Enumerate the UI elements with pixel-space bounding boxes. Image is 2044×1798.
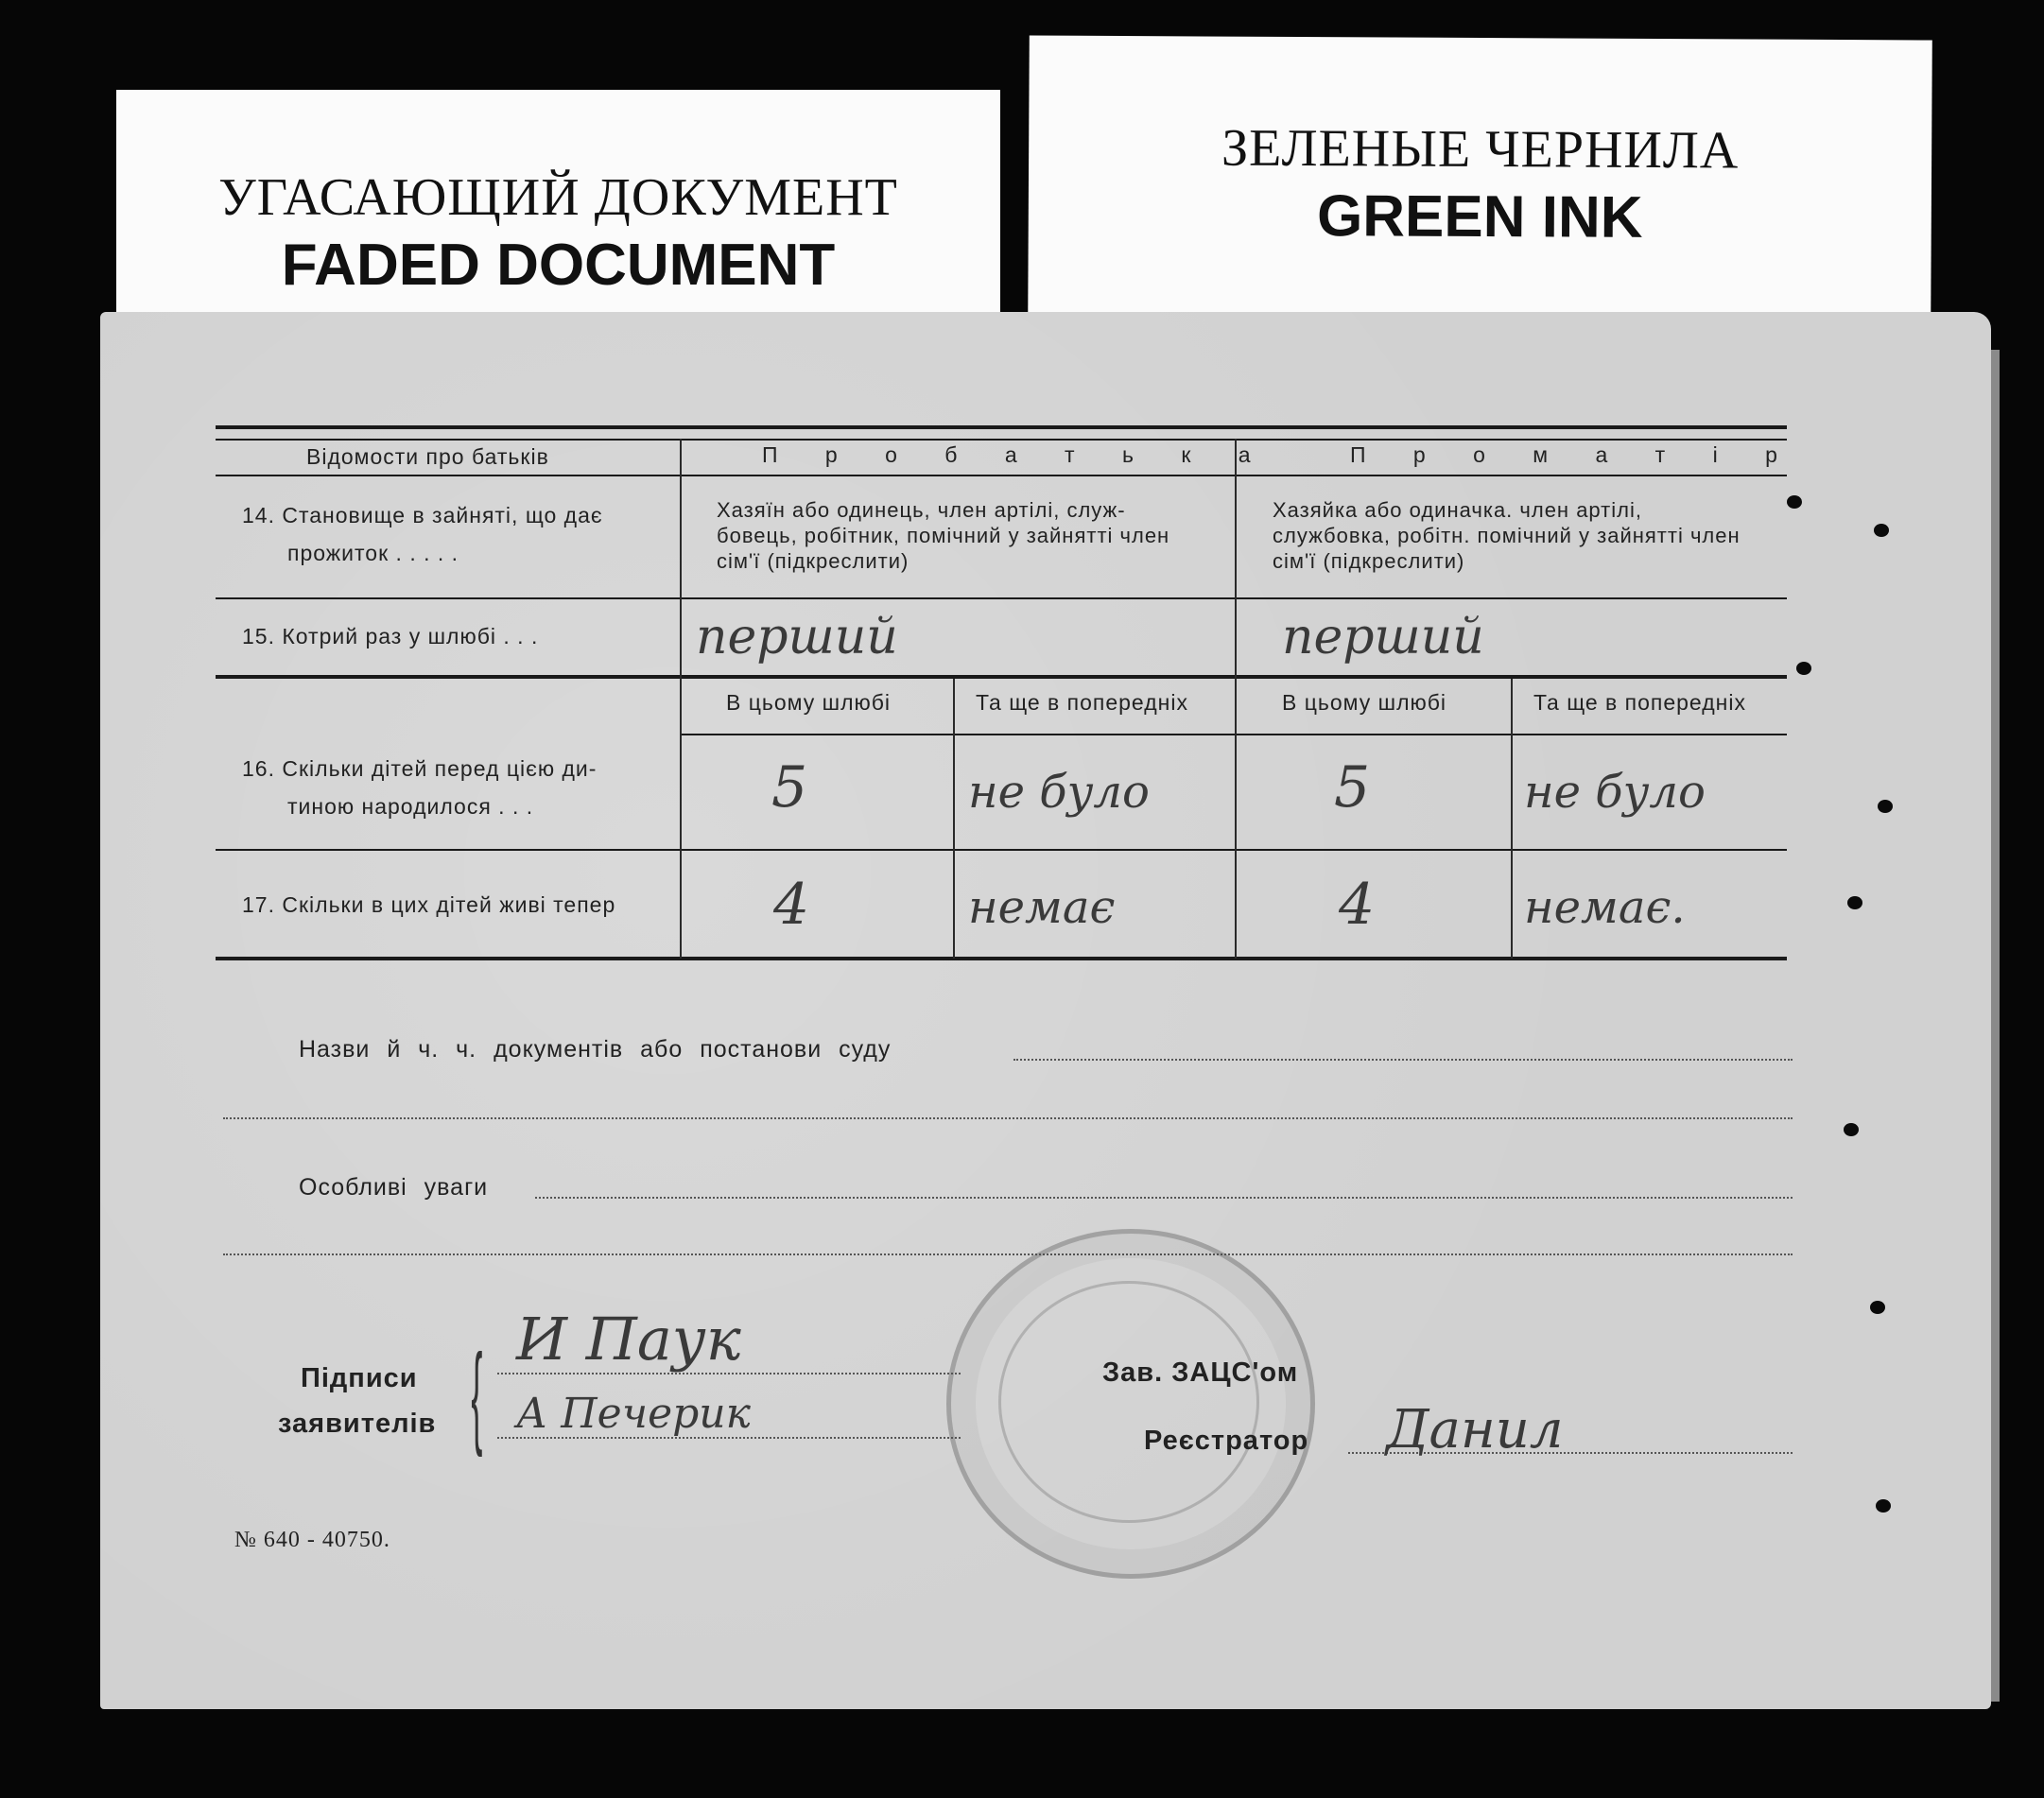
special-notes-label: Особливі уваги (299, 1174, 489, 1201)
table-bottom-rule (216, 957, 1787, 960)
documents-dotted-line (1013, 1059, 1793, 1061)
punch-hole (1876, 1499, 1891, 1513)
registrar-label: Реєстратор (1144, 1426, 1309, 1456)
col-divider-2 (1235, 439, 1237, 959)
row16-label-line2: тиною народилося . . . (287, 794, 534, 819)
header-about-mother: П р о м а т і р (1350, 442, 1798, 467)
table-top-rule-2 (216, 439, 1787, 441)
faded-label-en: FADED DOCUMENT (281, 233, 836, 298)
header-about-father: П р о б а т ь к а (762, 442, 1272, 467)
green-ink-label-ru: ЗЕЛЕНЫЕ ЧЕРНИЛА (1221, 118, 1740, 181)
signatures-label-line2: заявителів (278, 1409, 437, 1439)
punch-hole (1787, 495, 1802, 509)
row14-label-line1: 14. Становище в зайняті, що дає (242, 503, 603, 527)
signatures-brace: { (471, 1331, 483, 1458)
row16-mother-prev: не було (1524, 766, 1706, 819)
applicant-signature-2: А Печерик (516, 1390, 751, 1438)
special-dotted-line (535, 1197, 1793, 1199)
table-top-rule (216, 425, 1787, 429)
row14-mother-options: Хазяйка або одиначка. член артілі, службовка, робітн. помічний у зайнятті член сім'ї (підкреслити) (1273, 498, 1741, 573)
row17-mother-prev: немає. (1524, 881, 1686, 934)
faded-document-label (116, 90, 1000, 321)
row16-rule (216, 849, 1787, 851)
mother-this-marriage-header: В цьому шлюбі (1282, 690, 1447, 715)
col-divider-father (953, 679, 955, 959)
official-stamp (946, 1229, 1315, 1579)
punch-hole (1844, 1123, 1859, 1136)
header-info-about-parents: Відомости про батьків (306, 444, 549, 469)
faded-label-ru: УГАСАЮЩИЙ ДОКУМЕНТ (218, 168, 898, 227)
row14-label-line2: прожиток . . . . . (287, 541, 459, 565)
row14-father-options: Хазяїн або одинець, член артілі, служ- бовець, робітник, помічний у зайнятті член сім'ї (підкреслити) (717, 498, 1170, 573)
signatures-label-line1: Підписи (301, 1363, 418, 1393)
row15-father-handwritten: перший (696, 609, 898, 666)
row16-father-prev: не було (968, 766, 1150, 819)
head-of-registry-label: Зав. ЗАЦС'ом (1102, 1357, 1299, 1388)
row17-mother-this: 4 (1339, 872, 1376, 938)
row15-label: 15. Котрий раз у шлюбі . . . (242, 624, 539, 648)
punch-hole (1870, 1301, 1885, 1314)
row17-label: 17. Скільки в цих дітей живі тепер (242, 892, 616, 917)
father-previous-header: Та ще в попередніх (976, 690, 1188, 715)
signature-line-1 (497, 1373, 961, 1374)
punch-hole (1874, 524, 1889, 537)
row17-father-prev: немає (968, 881, 1116, 934)
header-rule (216, 475, 1787, 476)
punch-hole (1847, 896, 1862, 909)
col-divider-mother (1511, 679, 1513, 959)
row16-label-line1: 16. Скільки дітей перед цією ди- (242, 756, 598, 781)
row16-mother-this: 5 (1334, 754, 1371, 821)
special-dotted-line-2 (223, 1253, 1793, 1255)
punch-hole (1796, 662, 1811, 675)
form-number: № 640 - 40750. (234, 1528, 390, 1552)
row14-rule (216, 597, 1787, 599)
father-this-marriage-header: В цьому шлюбі (726, 690, 892, 715)
green-ink-label (1028, 36, 1932, 324)
row15-rule (216, 675, 1787, 679)
row16-father-this: 5 (771, 754, 808, 821)
form-sheet (100, 312, 1991, 1709)
green-ink-label-en: GREEN INK (1316, 183, 1643, 251)
documents-dotted-line-2 (223, 1117, 1793, 1119)
mother-previous-header: Та ще в попередніх (1533, 690, 1746, 715)
applicant-signature-1: И Паук (516, 1305, 741, 1374)
row17-father-this: 4 (773, 872, 810, 938)
col-divider-1 (680, 439, 682, 959)
documents-label: Назви й ч. ч. документів або постанови суду (299, 1036, 892, 1063)
signature-line-2 (497, 1437, 961, 1439)
row15-mother-handwritten: перший (1282, 609, 1484, 666)
registrar-signature: Данил (1386, 1399, 1564, 1461)
punch-hole (1878, 800, 1893, 813)
